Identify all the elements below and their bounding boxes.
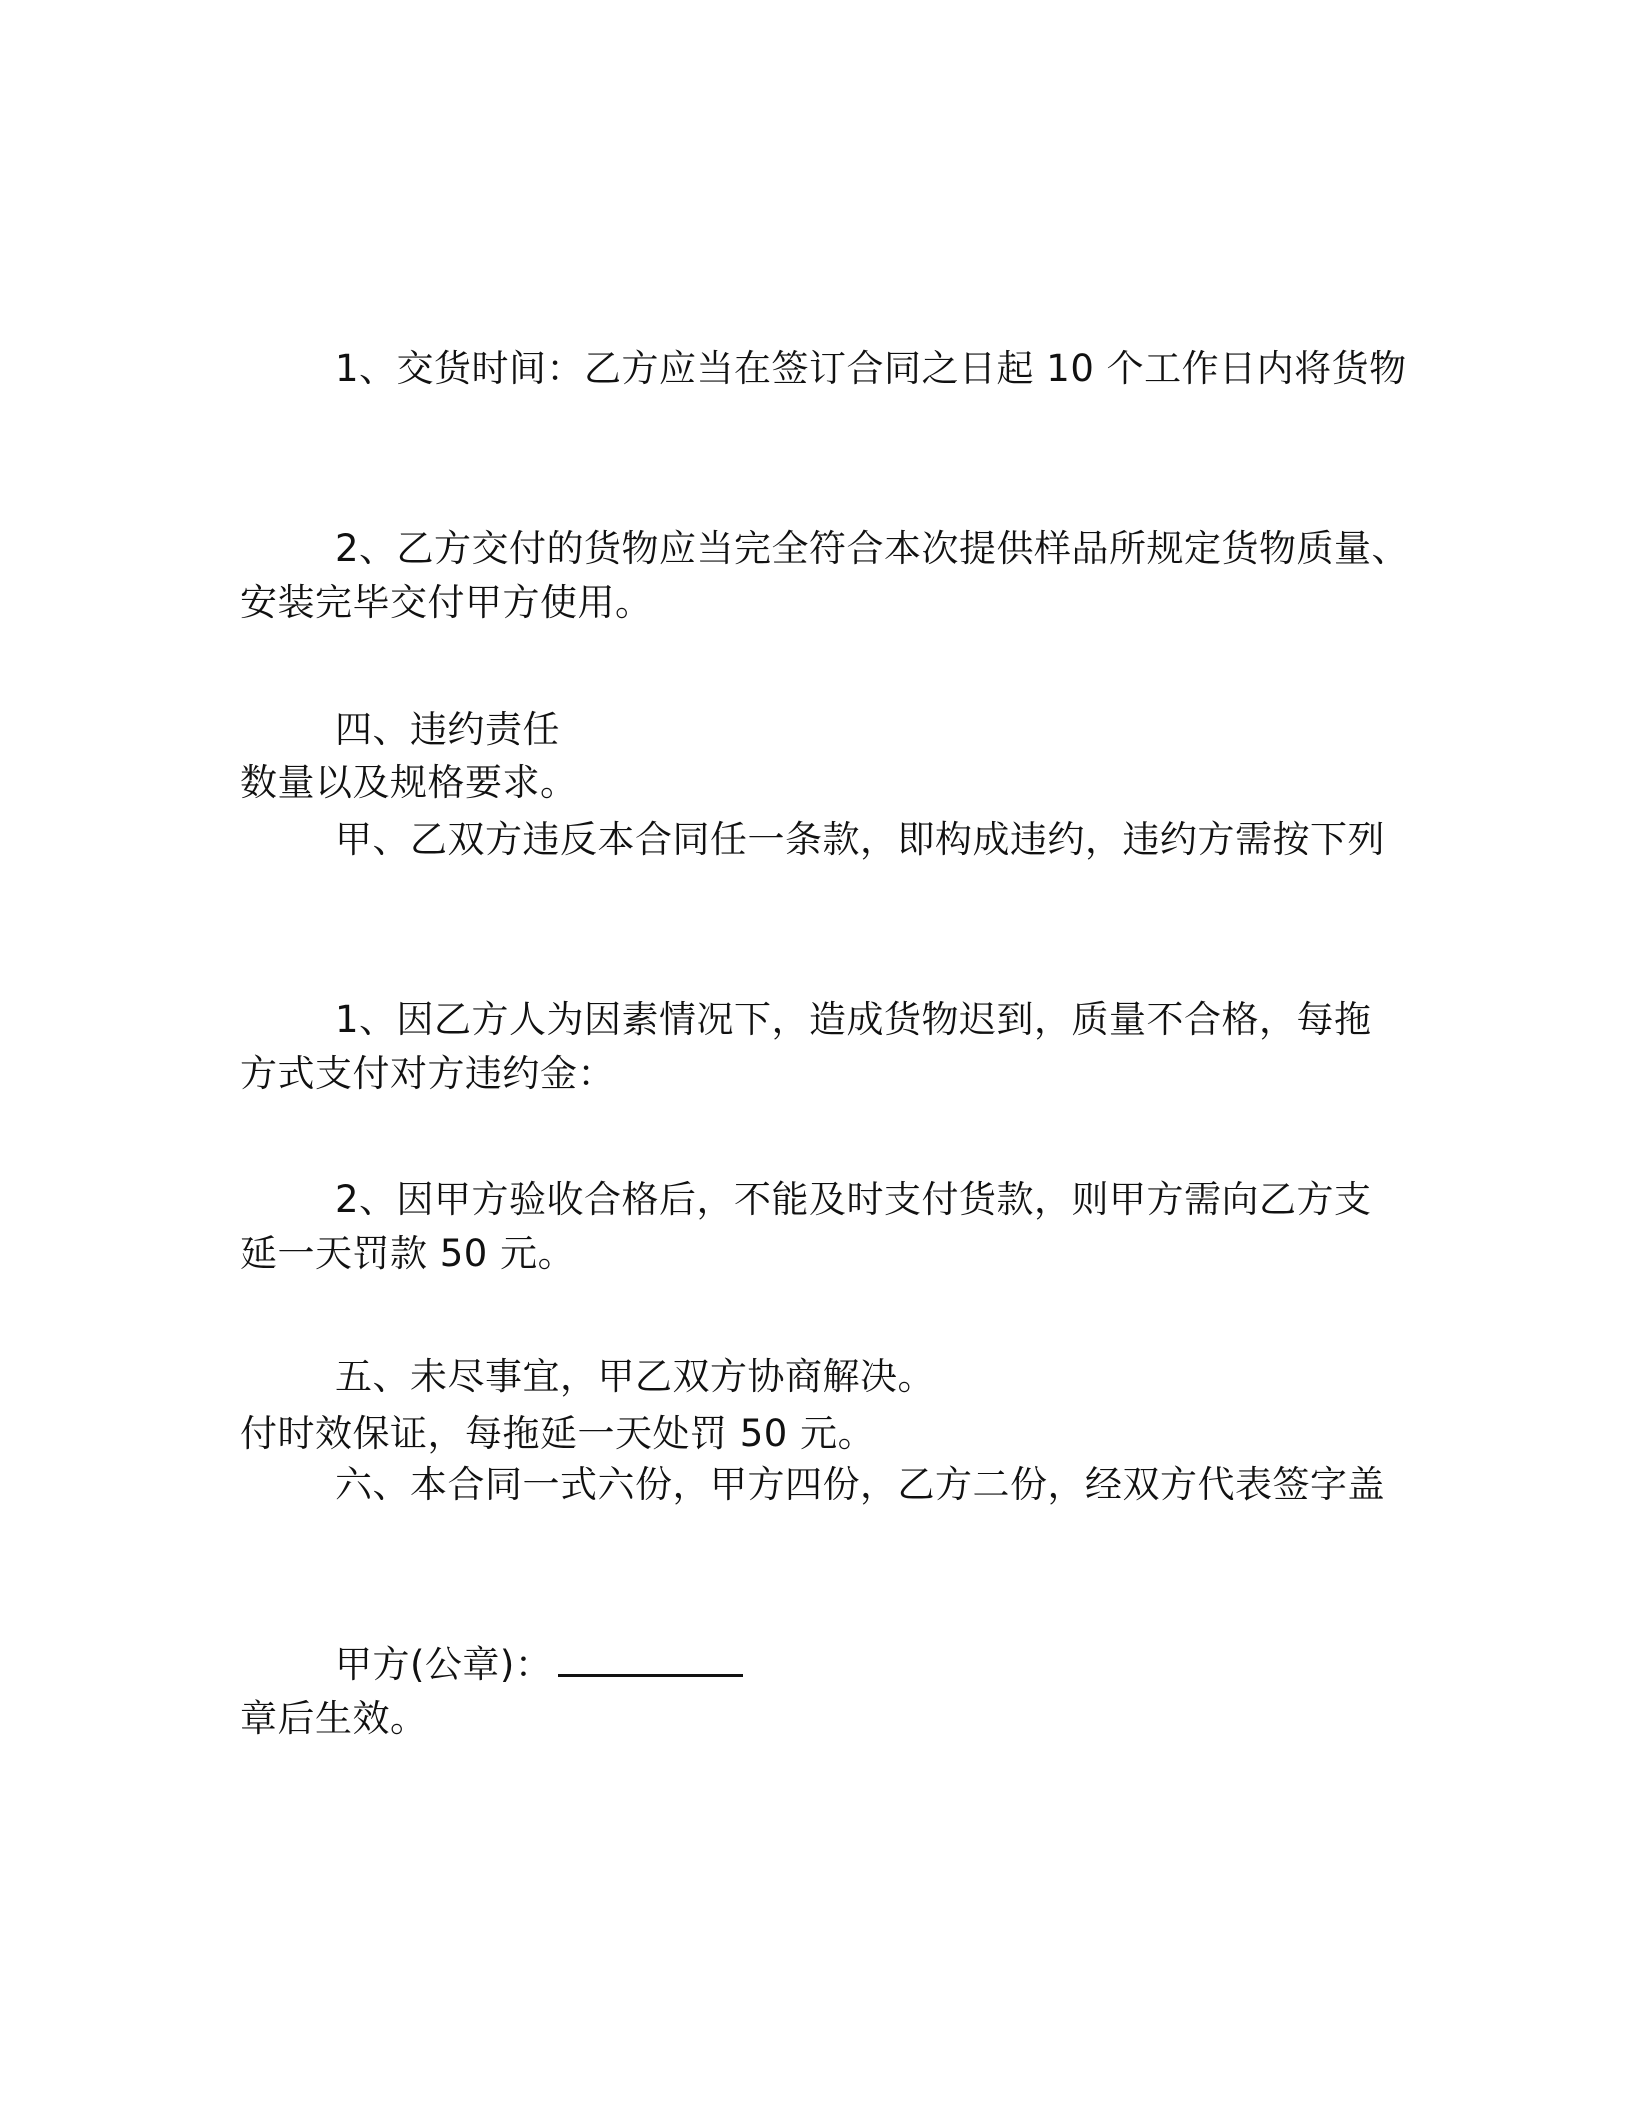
section-heading: 四、违约责任 xyxy=(335,708,560,751)
paragraph-line: 六、本合同一式六份，甲方四份，乙方二份，经双方代表签字盖 xyxy=(335,1463,1385,1506)
paragraph-line: 2、因甲方验收合格后，不能及时支付货款，则甲方需向乙方支 xyxy=(335,1178,1372,1221)
paragraph-line: 延一天罚款 50 元。 xyxy=(240,1232,576,1275)
paragraph-line: 甲、乙双方违反本合同任一条款，即构成违约，违约方需按下列 xyxy=(335,818,1385,861)
signature-row xyxy=(240,1626,1380,1704)
signature-blank-line xyxy=(558,1644,743,1677)
paragraph-line: 1、交货时间：乙方应当在签订合同之日起 10 个工作日内将货物 xyxy=(335,347,1407,390)
paragraph-line: 五、未尽事宜，甲乙双方协商解决。 xyxy=(335,1355,935,1398)
paragraph-line: 章后生效。 xyxy=(240,1697,428,1740)
signature-party-a xyxy=(240,1470,1380,1860)
paragraph-line: 2、乙方交付的货物应当完全符合本次提供样品所规定货物质量、 xyxy=(335,527,1410,570)
paragraph-line: 方式支付对方违约金： xyxy=(240,1052,615,1095)
paragraph-line: 1、因乙方人为因素情况下，造成货物迟到，质量不合格，每拖 xyxy=(335,998,1372,1041)
paragraph-line: 安装完毕交付甲方使用。 xyxy=(240,581,653,624)
paragraph-line: 付时效保证，每拖延一天处罚 50 元。 xyxy=(240,1412,876,1455)
signature-label: 甲方(公章)： xyxy=(335,1643,553,1686)
paragraph-line: 数量以及规格要求。 xyxy=(240,761,578,804)
